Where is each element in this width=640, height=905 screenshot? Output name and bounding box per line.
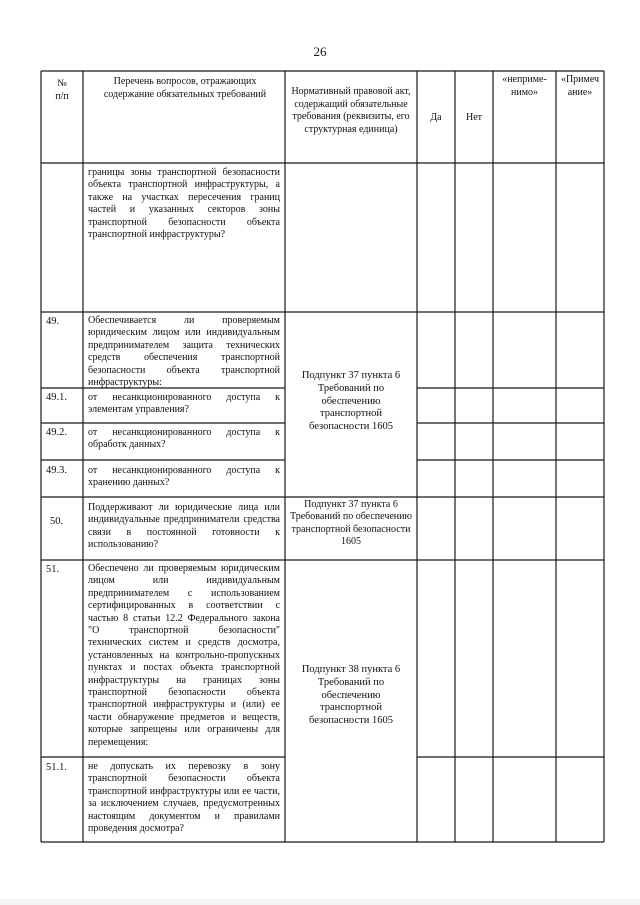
row-49-number: 49. — [46, 316, 60, 327]
row-49-1-number: 49.1. — [46, 392, 67, 403]
act-p37-group: Подпункт 37 пункта 6 Требований по обеспечению транспортной безопасности 1605 — [301, 370, 401, 433]
page-number: 26 — [313, 44, 327, 59]
row-51-1-text: не допускать их перевозку в зону транспортной безопасности объекта транспортной инфраструктуры или ее части, за исключением случаев, предусмотренных настоящим документом и правилами проведения досмотра? — [88, 761, 280, 835]
row-continuation-text: границы зоны транспортной безопасности объекта транспортной инфраструктуры, а также на участках пересечения границ частей и указанных секторов зоны транспортной безопасности объекта транспортной инфраструктуры? — [88, 167, 280, 241]
row-51-1-number: 51.1. — [46, 762, 67, 773]
row-49-2-text: от несанкционированного доступа к обработк данных? — [88, 427, 280, 451]
row-49-1-text: от несанкционированного доступа к элементам управления? — [88, 392, 280, 416]
row-49-2-number: 49.2. — [46, 427, 67, 438]
row-49-3-number: 49.3. — [46, 465, 67, 476]
header-question: Перечень вопросов, отражающих содержание обязательных требований — [103, 76, 267, 100]
row-51-number: 51. — [46, 564, 60, 575]
header-note: «Примеч ание» — [560, 74, 600, 98]
page-bottom-edge — [0, 899, 640, 905]
row-50-number: 50. — [50, 516, 64, 527]
header-yes: Да — [430, 112, 442, 123]
act-p37-single: Подпункт 37 пункта 6 Требований по обеспечению транспортной безопасности 1605 — [290, 499, 412, 548]
header-act: Нормативный правовой акт, содержащий обязательные требования (реквизиты, его структурная единица) — [291, 86, 411, 135]
header-not-applicable: «неприме- нимо» — [502, 74, 547, 98]
row-49-3-text: от несанкционированного доступа к хранению данных? — [88, 465, 280, 489]
act-p38: Подпункт 38 пункта 6 Требований по обеспечению транспортной безопасности 1605 — [301, 664, 401, 727]
header-num: № п/п — [55, 78, 69, 102]
row-50-text: Поддерживают ли юридические лица или индивидуальные предприниматели средства связи в постоянной готовности к использованию? — [88, 502, 280, 551]
header-no: Нет — [465, 112, 483, 123]
row-49-text: Обеспечивается ли проверяемым юридическим лицом или индивидуальным предпринимателем защита технических средств обеспечения транспортной безопасности объекта транспортной инфраструктуры: — [88, 315, 280, 389]
row-51-text: Обеспечено ли проверяемым юридическим лицом или индивидуальным предпринимателем с использованием сертифицированных в соответствии с частью 8 статьи 12.2 Федерального закона "О транспортной безопасности" технических систем и средств досмотра, установленных на контрольно-пропускных пунктах и постах объекта транспортной инфраструктуры на границах зоны транспортной безопасности объекта транспортной инфраструктуры и (или) ее части обнаружение предметов и веществ, которые запрещены или ограничены для перемещения: — [88, 563, 280, 748]
